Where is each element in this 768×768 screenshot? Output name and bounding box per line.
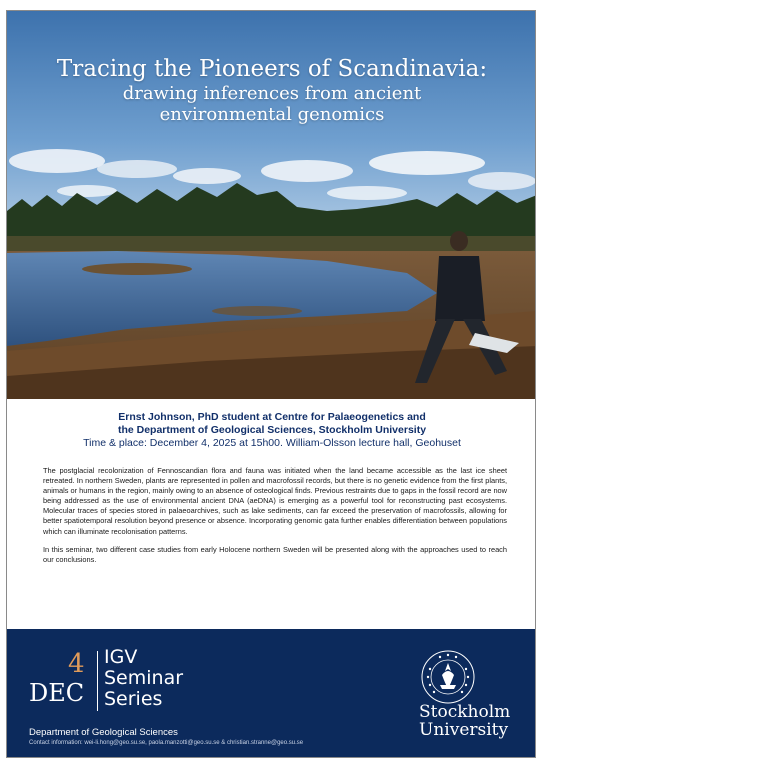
department-name: Department of Geological Sciences bbox=[29, 727, 178, 738]
title-line-3: environmental genomics bbox=[159, 104, 385, 125]
abstract-paragraph-1: The postglacial recolonization of Fennoscandian flora and fauna was initiated when the land became accessible as the last ice sheet retreated. In northern Sweden, plants are represented in pollen and macrofossil records, but there is no genetic evidence from the first plants, animals or humans in the region, mainly owing to an absence of osteological finds. Previous restraints due to gaps in the fossil record are now being addressed as the use of environmental ancient DNA (aeDNA) is emerging as a powerful tool for reconstructing past ecosystems. Molecular traces of species stored in palaeoarchives, such as lake sediments, can far exceed the preservation of macrofossils, allowing for better spatiotemporal resolution beyond presence or absence. Incorporating genomic gata further enables differentiation between populations which can illuminate recolonisation patterns. bbox=[43, 466, 507, 536]
date-month: DEC bbox=[29, 679, 85, 707]
divider bbox=[97, 651, 98, 711]
title-line-2: drawing inferences from ancient bbox=[122, 83, 422, 104]
seminar-title bbox=[7, 55, 536, 125]
seminar-poster bbox=[6, 10, 536, 758]
university-line-2: University bbox=[419, 720, 509, 740]
university-name bbox=[419, 703, 510, 739]
title-line-1: Tracing the Pioneers of Scandinavia: bbox=[56, 56, 488, 82]
university-seal-icon bbox=[420, 649, 476, 705]
contact-info: Contact information: wei-li.hong@geo.su.se, paola.manzotti@geo.su.se & christian.stranne@geo.su.se bbox=[29, 740, 304, 746]
series-line-1: IGV bbox=[104, 646, 138, 668]
speaker-info bbox=[7, 411, 536, 450]
footer-banner bbox=[7, 629, 536, 758]
date-day: 4 bbox=[68, 649, 85, 679]
series-line-2: Seminar bbox=[104, 667, 184, 689]
abstract-paragraph-2: In this seminar, two different case studies from early Holocene northern Sweden will be presented along with the approaches used to reach our conclusions. bbox=[43, 544, 507, 564]
series-line-3: Series bbox=[104, 688, 163, 710]
speaker-affiliation: the Department of Geological Sciences, Stockholm University bbox=[117, 424, 427, 436]
hero-photo bbox=[7, 11, 536, 399]
seminar-series-name bbox=[104, 647, 183, 710]
time-and-place: Time & place: December 4, 2025 at 15h00. William-Olsson lecture hall, Geohuset bbox=[83, 437, 461, 449]
university-line-1: Stockholm bbox=[419, 702, 511, 722]
speaker-name: Ernst Johnson, PhD student at Centre for Palaeogenetics and bbox=[118, 411, 426, 423]
abstract bbox=[43, 466, 507, 573]
